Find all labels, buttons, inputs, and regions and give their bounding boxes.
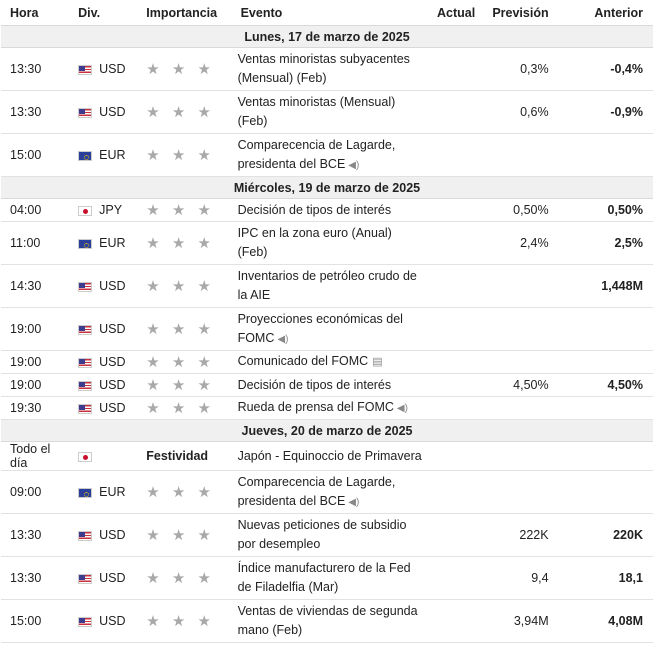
event-name-line2: (Mensual) (Feb) [237, 71, 327, 85]
forecast-value: 3,94M [485, 600, 558, 643]
table-row[interactable] [1, 48, 653, 91]
table-row[interactable] [1, 514, 653, 557]
forecast-value [485, 351, 558, 374]
table-row[interactable] [1, 222, 653, 265]
importance-cell [137, 222, 231, 265]
table-row[interactable] [1, 600, 653, 643]
event-name[interactable] [232, 600, 433, 643]
table-row[interactable] [1, 351, 653, 374]
event-name-line1: Ventas minoristas subyacentes [237, 52, 410, 66]
us-flag-icon [78, 617, 92, 627]
day-separator [1, 26, 653, 48]
event-time: 15:00 [1, 134, 69, 177]
event-time: 19:30 [1, 397, 69, 420]
eu-flag-icon [78, 151, 92, 161]
col-header-importance[interactable]: Importancia [137, 0, 231, 26]
currency-code: USD [99, 322, 126, 336]
us-flag-icon [78, 282, 92, 292]
importance-stars-icon: ★ ★ ★ [146, 104, 215, 121]
currency-code: USD [99, 571, 126, 585]
currency-cell [69, 351, 137, 374]
currency-code: USD [99, 401, 126, 415]
col-header-event[interactable]: Evento [232, 0, 433, 26]
importance-cell [137, 471, 231, 514]
event-name-line1: IPC en la zona euro (Anual) [237, 226, 392, 240]
actual-value [433, 134, 485, 177]
forecast-value: 9,4 [485, 557, 558, 600]
forecast-value [485, 134, 558, 177]
event-name[interactable] [232, 397, 433, 420]
importance-cell [137, 351, 231, 374]
event-time: Todo el día [1, 442, 69, 471]
currency-code: USD [99, 62, 126, 76]
day-label: Lunes, 17 de marzo de 2025 [1, 26, 653, 48]
importance-stars-icon: ★ ★ ★ [146, 147, 215, 164]
importance-stars-icon: ★ ★ ★ [146, 400, 215, 417]
previous-value [559, 351, 653, 374]
actual-value [433, 265, 485, 308]
us-flag-icon [78, 574, 92, 584]
importance-cell [137, 308, 231, 351]
previous-value [559, 308, 653, 351]
event-name[interactable]: Japón - Equinoccio de Primavera [232, 442, 433, 471]
previous-value [559, 397, 653, 420]
forecast-value: 0,3% [485, 48, 558, 91]
actual-value [433, 557, 485, 600]
table-row[interactable] [1, 308, 653, 351]
event-name-line1: Proyecciones económicas del [237, 311, 403, 326]
currency-cell [69, 557, 137, 600]
previous-value: 4,08M [559, 600, 653, 643]
actual-value [433, 374, 485, 397]
previous-value: 2,5% [559, 222, 653, 265]
currency-code: USD [99, 279, 126, 293]
table-row[interactable] [1, 442, 653, 471]
event-time: 04:00 [1, 199, 69, 222]
actual-value [433, 308, 485, 351]
jp-flag-icon [78, 206, 92, 216]
day-separator [1, 420, 653, 442]
importance-stars-icon: ★ ★ ★ [146, 527, 215, 544]
currency-cell [69, 600, 137, 643]
event-name-line1: Comparecencia de Lagarde, [237, 137, 396, 152]
table-row[interactable] [1, 557, 653, 600]
event-time: 11:00 [1, 222, 69, 265]
table-row[interactable] [1, 91, 653, 134]
event-time: 13:30 [1, 557, 69, 600]
col-header-actual[interactable]: Actual [433, 0, 485, 26]
currency-code: USD [99, 105, 126, 119]
importance-cell [137, 199, 231, 222]
table-row[interactable] [1, 134, 653, 177]
document-icon[interactable]: ▤ [372, 356, 383, 368]
day-label: Miércoles, 19 de marzo de 2025 [1, 177, 653, 199]
event-time: 19:00 [1, 351, 69, 374]
forecast-value [485, 471, 558, 514]
event-name-line1: Rueda de prensa del FOMC [237, 400, 394, 414]
event-name-line2: FOMC [237, 330, 275, 345]
currency-cell [69, 199, 137, 222]
forecast-value: 2,4% [485, 222, 558, 265]
event-time: 19:00 [1, 374, 69, 397]
event-time: 13:30 [1, 514, 69, 557]
event-name[interactable] [232, 351, 433, 374]
currency-cell [69, 265, 137, 308]
event-name[interactable] [232, 471, 433, 514]
event-name[interactable] [232, 134, 433, 177]
event-name-line1: Comunicado del FOMC [237, 354, 369, 368]
event-time: 13:30 [1, 91, 69, 134]
actual-value [433, 222, 485, 265]
event-name-line2: (Feb) [237, 114, 268, 128]
event-name[interactable] [232, 91, 433, 134]
importance-cell [137, 48, 231, 91]
forecast-value: 0,6% [485, 91, 558, 134]
actual-value [433, 471, 485, 514]
importance-stars-icon: ★ ★ ★ [146, 570, 215, 587]
event-time: 15:00 [1, 600, 69, 643]
us-flag-icon [78, 358, 92, 368]
event-time: 09:00 [1, 471, 69, 514]
previous-value [559, 134, 653, 177]
importance-cell [137, 397, 231, 420]
currency-code: USD [99, 528, 126, 542]
event-name-line1: Comparecencia de Lagarde, [237, 474, 396, 489]
event-name-line2: la AIE [237, 288, 271, 302]
importance-cell [137, 134, 231, 177]
table-row[interactable] [1, 265, 653, 308]
event-name[interactable] [232, 514, 433, 557]
table-row[interactable] [1, 199, 653, 222]
importance-cell [137, 557, 231, 600]
previous-value: -0,4% [559, 48, 653, 91]
currency-cell [69, 222, 137, 265]
event-name[interactable] [232, 265, 433, 308]
importance-stars-icon: ★ ★ ★ [146, 278, 215, 295]
importance-cell [137, 600, 231, 643]
event-name-line1: Ventas minoristas (Mensual) [237, 95, 396, 109]
event-name-line2: presidenta del BCE [237, 493, 346, 508]
event-name[interactable]: Decisión de tipos de interés [232, 199, 433, 222]
forecast-value [485, 265, 558, 308]
importance-stars-icon: ★ ★ ★ [146, 354, 215, 371]
header-row [1, 0, 653, 26]
forecast-value: 0,50% [485, 199, 558, 222]
currency-code: EUR [99, 236, 126, 250]
currency-code: USD [99, 355, 126, 369]
forecast-value [485, 397, 558, 420]
importance-stars-icon: ★ ★ ★ [146, 321, 215, 338]
previous-value: 1,448M [559, 265, 653, 308]
col-header-time[interactable]: Hora [1, 0, 69, 26]
event-name-line2: de Filadelfia (Mar) [237, 580, 339, 594]
actual-value [433, 199, 485, 222]
day-label: Jueves, 20 de marzo de 2025 [1, 420, 653, 442]
eu-flag-icon [78, 239, 92, 249]
table-row[interactable] [1, 471, 653, 514]
event-name-line2: mano (Feb) [237, 623, 303, 637]
currency-cell [69, 91, 137, 134]
col-header-forecast[interactable]: Previsión [485, 0, 558, 26]
actual-value [433, 397, 485, 420]
forecast-value: 222K [485, 514, 558, 557]
event-name-line2: por desempleo [237, 537, 321, 551]
currency-code: USD [99, 614, 126, 628]
event-name-line1: Ventas de viviendas de segunda [237, 604, 418, 618]
us-flag-icon [78, 65, 92, 75]
currency-cell [69, 471, 137, 514]
currency-code: JPY [99, 203, 123, 217]
event-name[interactable] [232, 48, 433, 91]
event-name-line1: Índice manufacturero de la Fed [237, 561, 411, 575]
speaker-icon[interactable]: ◀) [277, 333, 289, 345]
actual-value [433, 48, 485, 91]
actual-value [433, 600, 485, 643]
speaker-icon[interactable]: ◀) [348, 159, 360, 171]
previous-value: -0,9% [559, 91, 653, 134]
actual-value [433, 91, 485, 134]
day-separator [1, 177, 653, 199]
event-name-line1: Inventarios de petróleo crudo de [237, 269, 417, 283]
jp-flag-icon [78, 452, 92, 462]
importance-stars-icon: ★ ★ ★ [146, 484, 215, 501]
event-name[interactable] [232, 222, 433, 265]
previous-value [559, 442, 653, 471]
event-time: 19:00 [1, 308, 69, 351]
previous-value: 18,1 [559, 557, 653, 600]
forecast-value: 4,50% [485, 374, 558, 397]
actual-value [433, 351, 485, 374]
importance-stars-icon: ★ ★ ★ [146, 613, 215, 630]
event-name-line2: (Feb) [237, 245, 268, 259]
col-header-currency[interactable]: Div. [69, 0, 137, 26]
currency-cell [69, 374, 137, 397]
previous-value: 0,50% [559, 199, 653, 222]
currency-code: USD [99, 378, 126, 392]
importance-stars-icon: ★ ★ ★ [146, 235, 215, 252]
economic-calendar-table [1, 0, 653, 643]
table-row[interactable] [1, 374, 653, 397]
speaker-icon[interactable]: ◀) [348, 496, 360, 508]
event-name[interactable] [232, 308, 433, 351]
currency-cell [69, 308, 137, 351]
currency-cell [69, 442, 137, 471]
us-flag-icon [78, 404, 92, 414]
actual-value [433, 514, 485, 557]
previous-value: 220K [559, 514, 653, 557]
event-time: 14:30 [1, 265, 69, 308]
importance-stars-icon: ★ ★ ★ [146, 202, 215, 219]
previous-value [559, 471, 653, 514]
col-header-previous[interactable]: Anterior [559, 0, 653, 26]
currency-cell [69, 134, 137, 177]
currency-cell [69, 48, 137, 91]
us-flag-icon [78, 531, 92, 541]
currency-cell [69, 397, 137, 420]
forecast-value [485, 308, 558, 351]
speaker-icon[interactable]: ◀) [396, 403, 408, 414]
forecast-value [485, 442, 558, 471]
table-row[interactable] [1, 397, 653, 420]
importance-stars-icon: ★ ★ ★ [146, 377, 215, 394]
currency-code: EUR [99, 485, 126, 499]
currency-code: EUR [99, 148, 126, 162]
eu-flag-icon [78, 488, 92, 498]
event-name-line2: presidenta del BCE [237, 156, 346, 171]
event-name[interactable]: Decisión de tipos de interés [232, 374, 433, 397]
importance-cell [137, 374, 231, 397]
actual-value [433, 442, 485, 471]
us-flag-icon [78, 381, 92, 391]
importance-cell [137, 265, 231, 308]
event-name[interactable] [232, 557, 433, 600]
event-name-line1: Nuevas peticiones de subsidio [237, 518, 407, 532]
event-time: 13:30 [1, 48, 69, 91]
holiday-label: Festividad [137, 442, 231, 471]
currency-cell [69, 514, 137, 557]
previous-value: 4,50% [559, 374, 653, 397]
us-flag-icon [78, 108, 92, 118]
importance-cell [137, 514, 231, 557]
importance-stars-icon: ★ ★ ★ [146, 61, 215, 78]
importance-cell [137, 91, 231, 134]
us-flag-icon [78, 325, 92, 335]
